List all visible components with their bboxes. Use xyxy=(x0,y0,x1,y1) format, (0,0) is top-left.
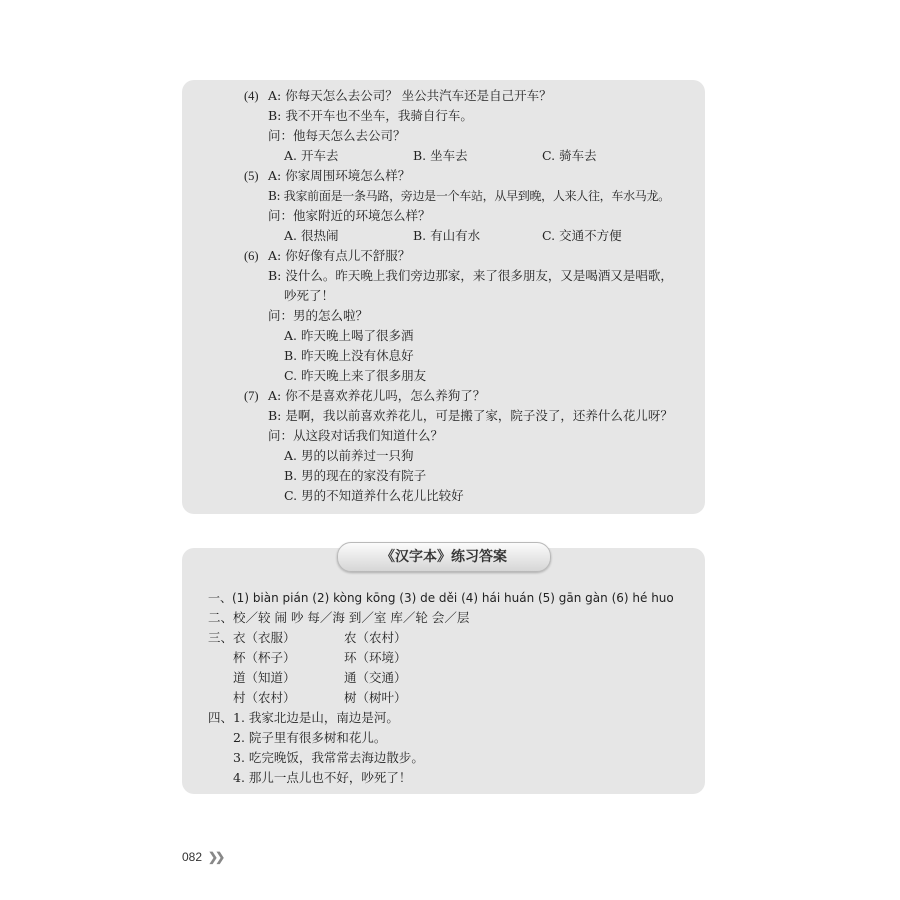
q4-option-a: A. 开车去 xyxy=(284,148,339,163)
q5-speaker-a: A: 你家周围环境怎么样？ xyxy=(268,168,411,183)
q7-option-c: C. 男的不知道养什么花儿比较好 xyxy=(284,488,464,503)
answer-line-6-left: 村（农村） xyxy=(233,690,296,705)
q6-option-c: C. 昨天晚上来了很多朋友 xyxy=(284,368,427,383)
page-footer xyxy=(182,850,222,864)
q7-option-b: B. 男的现在的家没有院子 xyxy=(284,468,427,483)
answer-sentence-2: 2. 院子里有很多树和花儿。 xyxy=(233,730,387,745)
answer-line-pinyin: 一、(1) biàn pián (2) kòng kōng (3) de děi (4) hái huán (5) gān gàn (6) hé huo xyxy=(208,591,674,605)
q6-speaker-b-line1: B: 没什么。昨天晚上我们旁边那家，来了很多朋友，又是喝酒又是唱歌， xyxy=(268,268,673,283)
answer-sentence-1: 四、1. 我家北边是山，南边是河。 xyxy=(208,710,399,725)
question-number-4: (4) xyxy=(244,89,259,103)
q5-question: 问：他家附近的环境怎么样？ xyxy=(268,208,431,223)
answer-line-6-right: 树（树叶） xyxy=(344,690,407,705)
q5-speaker-b: B: 我家前面是一条马路，旁边是一个车站，从早到晚，人来人往，车水马龙。 xyxy=(268,189,670,203)
answer-line-4-right: 环（环境） xyxy=(344,650,407,665)
q7-speaker-a: A: 你不是喜欢养花儿吗，怎么养狗了？ xyxy=(268,388,486,403)
q4-speaker-a: A: 你每天怎么去公司？ 坐公共汽车还是自己开车？ xyxy=(268,88,552,103)
q6-speaker-a: A: 你好像有点儿不舒服？ xyxy=(268,248,411,263)
answer-line-3-right: 农（农村） xyxy=(344,630,407,645)
q4-option-c: C. 骑车去 xyxy=(542,148,597,163)
question-number-7: (7) xyxy=(244,389,259,403)
question-number-5: (5) xyxy=(244,169,259,183)
q4-option-b: B. 坐车去 xyxy=(413,148,468,163)
answer-sentence-3: 3. 吃完晚饭，我常常去海边散步。 xyxy=(233,750,424,765)
answer-line-5-left: 道（知道） xyxy=(233,670,296,685)
answer-line-4-left: 杯（杯子） xyxy=(233,650,296,665)
q5-option-c: C. 交通不方便 xyxy=(542,228,622,243)
q6-speaker-b-line2: 吵死了！ xyxy=(284,288,335,303)
answer-line-3-left: 三、衣（衣服） xyxy=(208,630,296,645)
page-number: 082 xyxy=(182,850,203,864)
listening-exercise-card xyxy=(182,80,705,514)
q7-option-a: A. 男的以前养过一只狗 xyxy=(284,448,414,463)
answer-key-title: 《汉字本》练习答案 xyxy=(337,542,551,572)
q4-speaker-b: B: 我不开车也不坐车，我骑自行车。 xyxy=(268,108,473,123)
answer-sentence-4: 4. 那儿一点儿也不好，吵死了！ xyxy=(233,770,412,785)
q4-question: 问：他每天怎么去公司？ xyxy=(268,128,406,143)
answer-line-characters: 二、校／较 闹 吵 每／海 到／室 库／轮 会／层 xyxy=(208,610,470,625)
question-number-6: (6) xyxy=(244,249,259,263)
q6-question: 问：男的怎么啦？ xyxy=(268,308,369,323)
q6-option-b: B. 昨天晚上没有休息好 xyxy=(284,348,414,363)
q7-question: 问：从这段对话我们知道什么？ xyxy=(268,428,444,443)
q6-option-a: A. 昨天晚上喝了很多酒 xyxy=(284,328,414,343)
q5-option-b: B. 有山有水 xyxy=(413,228,481,243)
answer-line-5-right: 通（交通） xyxy=(344,670,407,685)
q5-option-a: A. 很热闹 xyxy=(284,228,339,243)
q7-speaker-b: B: 是啊，我以前喜欢养花儿，可是搬了家，院子没了，还养什么花儿呀？ xyxy=(268,408,673,423)
double-chevron-right-icon: ❯❯ xyxy=(208,850,223,864)
